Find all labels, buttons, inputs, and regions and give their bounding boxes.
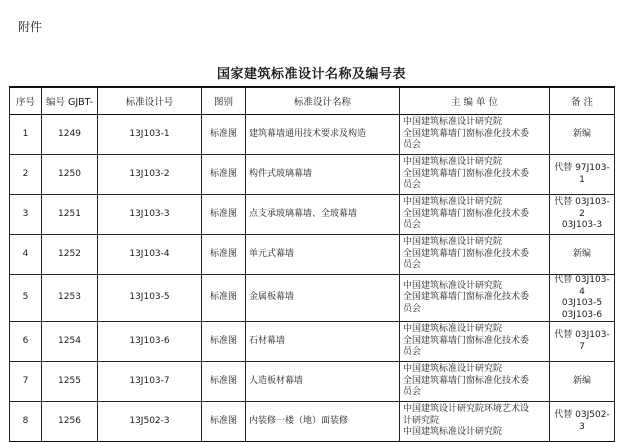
cell-note (550, 235, 615, 275)
attachment-label: 附件 (18, 20, 43, 34)
cell-design-no: 13J103-1 (98, 115, 202, 155)
cell-name: 点支承玻璃幕墙、全玻幕墙 (246, 195, 400, 235)
cell-org (400, 235, 550, 275)
note-line: 代替 03J103-4 (554, 275, 610, 297)
cell-code: 1254 (42, 322, 98, 362)
cell-org (400, 155, 550, 195)
note-line: 03J103-6 (561, 309, 603, 320)
org-line: 中国建筑标准设计研究院 (403, 117, 503, 128)
note-line: 新编 (572, 248, 591, 259)
cell-name: 人造板材幕墙 (246, 362, 400, 402)
cell-category: 标准图 (202, 402, 246, 442)
cell-note (550, 322, 615, 362)
cell-org (400, 115, 550, 155)
cell-note (550, 195, 615, 235)
header-seq: 序号 (10, 87, 42, 115)
table-row (10, 115, 615, 155)
cell-design-no: 13J103-6 (98, 322, 202, 362)
org-line: 员会 (403, 260, 422, 271)
org-line: 员会 (403, 387, 422, 398)
cell-name: 建筑幕墙通用技术要求及构造 (246, 115, 400, 155)
table-row (10, 155, 615, 195)
table-row (10, 235, 615, 275)
note-line: 代替 03J103-2 (554, 197, 610, 219)
cell-category: 标准图 (202, 195, 246, 235)
org-line: 中国建筑标准设计研究院 (403, 324, 503, 335)
table-body (10, 115, 615, 442)
note-line: 代替 97J103-1 (554, 163, 610, 185)
cell-category: 标准图 (202, 235, 246, 275)
header-note: 备 注 (550, 87, 615, 115)
org-line: 中国建筑标准设计研究院 (403, 157, 503, 168)
cell-seq: 7 (10, 362, 42, 402)
cell-code: 1250 (42, 155, 98, 195)
header-org: 主 编 单 位 (400, 87, 550, 115)
cell-note (550, 362, 615, 402)
cell-design-no: 13J103-4 (98, 235, 202, 275)
org-line: 中国建筑标准设计研究院 (403, 237, 503, 248)
cell-code: 1253 (42, 275, 98, 322)
org-line: 中国建筑设计研究院环境艺术设 (403, 404, 530, 415)
note-line: 代替 03J103-7 (554, 330, 610, 352)
org-line: 中国建筑标准设计研究院 (403, 280, 503, 291)
org-line: 全国建筑幕墙门窗标准化技术委 (403, 248, 530, 259)
org-line: 全国建筑幕墙门窗标准化技术委 (403, 128, 530, 139)
note-line: 新编 (572, 375, 591, 386)
cell-design-no: 13J103-2 (98, 155, 202, 195)
cell-design-no: 13J103-7 (98, 362, 202, 402)
header-code: 编号 GJBT- (42, 87, 98, 115)
cell-seq: 3 (10, 195, 42, 235)
cell-category: 标准图 (202, 155, 246, 195)
cell-code: 1256 (42, 402, 98, 442)
cell-code: 1252 (42, 235, 98, 275)
table-row (10, 322, 615, 362)
cell-seq: 1 (10, 115, 42, 155)
cell-category: 标准图 (202, 115, 246, 155)
cell-note (550, 155, 615, 195)
cell-note (550, 115, 615, 155)
header-name: 标准设计名称 (246, 87, 400, 115)
cell-seq: 2 (10, 155, 42, 195)
org-line: 员会 (403, 303, 422, 314)
cell-org (400, 322, 550, 362)
org-line: 全国建筑幕墙门窗标准化技术委 (403, 335, 530, 346)
cell-seq: 4 (10, 235, 42, 275)
note-line: 代替 03J502-3 (554, 410, 610, 432)
org-line: 员会 (403, 347, 422, 358)
org-line: 员会 (403, 180, 422, 191)
note-line: 03J103-3 (561, 220, 603, 231)
cell-note (550, 402, 615, 442)
cell-design-no: 13J103-5 (98, 275, 202, 322)
table-title: 国家建筑标准设计名称及编号表 (216, 67, 406, 82)
cell-design-no: 13J103-3 (98, 195, 202, 235)
cell-org (400, 362, 550, 402)
cell-category: 标准图 (202, 322, 246, 362)
note-line: 03J103-5 (561, 298, 603, 308)
org-line: 全国建筑幕墙门窗标准化技术委 (403, 292, 530, 303)
cell-name: 石材幕墙 (246, 322, 400, 362)
note-line: 新编 (572, 128, 591, 139)
cell-seq: 5 (10, 275, 42, 322)
cell-code: 1249 (42, 115, 98, 155)
cell-category: 标准图 (202, 362, 246, 402)
table-row (10, 275, 615, 322)
table-row (10, 362, 615, 402)
table-row (10, 195, 615, 235)
org-line: 全国建筑幕墙门窗标准化技术委 (403, 168, 530, 179)
org-line: 全国建筑幕墙门窗标准化技术委 (403, 208, 530, 219)
org-line: 员会 (403, 220, 422, 231)
org-line: 中国建筑标准设计研究院 (403, 427, 503, 438)
cell-category: 标准图 (202, 275, 246, 322)
cell-code: 1251 (42, 195, 98, 235)
org-line: 计研究院 (403, 415, 440, 426)
header-row (10, 87, 615, 115)
cell-org (400, 275, 550, 322)
cell-seq: 8 (10, 402, 42, 442)
cell-name: 单元式幕墙 (246, 235, 400, 275)
header-category: 图别 (202, 87, 246, 115)
org-line: 中国建筑标准设计研究院 (403, 197, 503, 208)
cell-note (550, 275, 615, 322)
cell-name: 内装修一楼（地）面装修 (246, 402, 400, 442)
cell-code: 1255 (42, 362, 98, 402)
cell-name: 金属板幕墙 (246, 275, 400, 322)
cell-org (400, 402, 550, 442)
header-design-no: 标准设计号 (98, 87, 202, 115)
org-line: 员会 (403, 140, 422, 151)
table-header (10, 87, 615, 115)
table-row (10, 402, 615, 442)
cell-org (400, 195, 550, 235)
cell-seq: 6 (10, 322, 42, 362)
standards-table (9, 86, 615, 442)
cell-design-no: 13J502-3 (98, 402, 202, 442)
org-line: 中国建筑标准设计研究院 (403, 364, 503, 375)
cell-name: 构件式玻璃幕墙 (246, 155, 400, 195)
org-line: 全国建筑幕墙门窗标准化技术委 (403, 375, 530, 386)
